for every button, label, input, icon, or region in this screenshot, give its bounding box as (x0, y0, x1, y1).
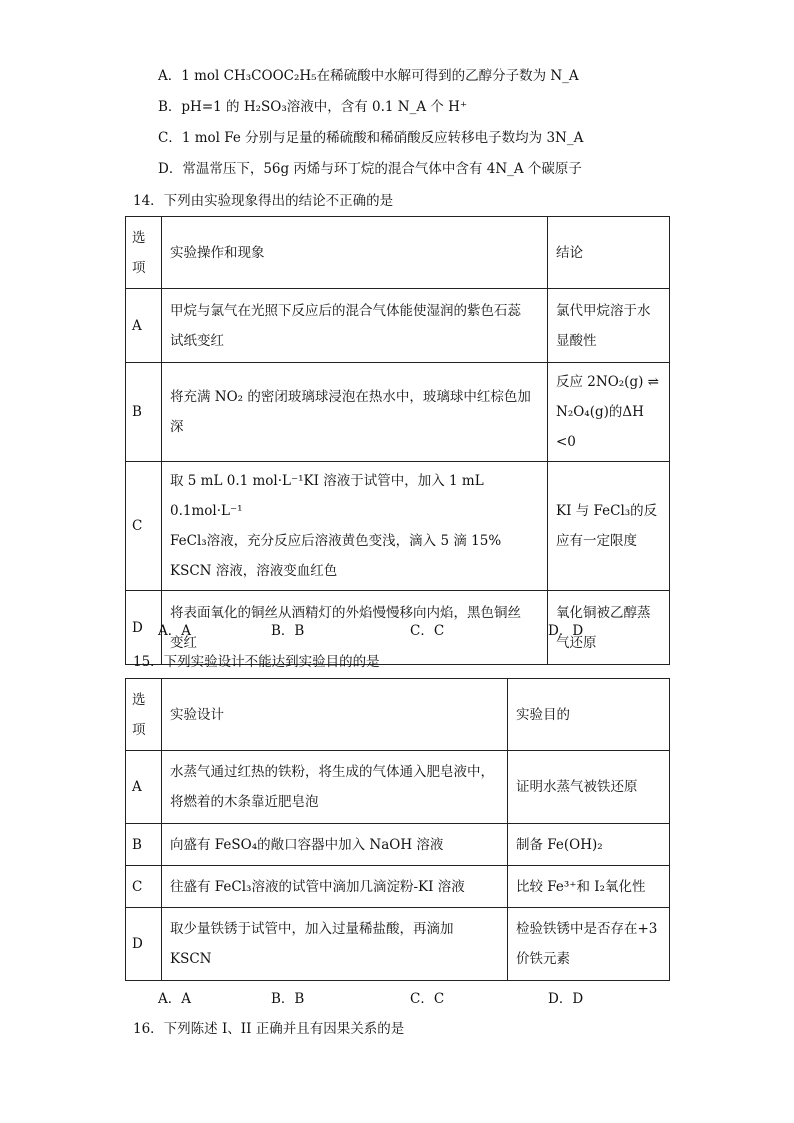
answer-d: D．D (548, 623, 584, 639)
q13-option-a: A．1 mol CH₃COOC₂H₅在稀硫酸中水解可得到的乙醇分子数为 N_A (158, 68, 579, 84)
row-label: D (126, 591, 162, 665)
q14-table (125, 216, 670, 665)
row-conclusion: KI 与 FeCl₃的反 应有一定限度 (548, 462, 670, 591)
row-label: C (126, 866, 162, 908)
q15-title: 15．下列实验设计不能达到实验目的的是 (133, 654, 380, 670)
row-label: C (126, 462, 162, 591)
row-label: B (126, 363, 162, 462)
q16-title: 16．下列陈述 I、II 正确并且有因果关系的是 (133, 1021, 405, 1037)
row-design: 水蒸气通过红热的铁粉，将生成的气体通入肥皂液中， 将燃着的木条靠近肥皂泡 (162, 751, 508, 824)
table-header-row (126, 217, 670, 289)
row-operation: 甲烷与氯气在光照下反应后的混合气体能使湿润的紫色石蕊 试纸变红 (162, 289, 548, 363)
header-option: 选项 (126, 679, 162, 751)
answer-c: C．C (410, 623, 445, 639)
row-purpose: 制备 Fe(OH)₂ (508, 824, 670, 866)
header-conclusion: 结论 (548, 217, 670, 289)
row-purpose: 证明水蒸气被铁还原 (508, 751, 670, 824)
header-option: 选项 (126, 217, 162, 289)
table-row (126, 363, 670, 462)
q14-title: 14．下列由实验现象得出的结论不正确的是 (133, 193, 394, 209)
row-operation: 取 5 mL 0.1 mol·L⁻¹KI 溶液于试管中，加入 1 mL 0.1mol·L⁻¹ FeCl₃溶液，充分反应后溶液黄色变浅，滴入 5 滴 15% KSCN 溶液，溶液变血红色 (162, 462, 548, 591)
answer-a: A．A (158, 623, 191, 639)
answer-b: B．B (271, 623, 305, 639)
q13-option-d: D．常温常压下，56g 丙烯与环丁烷的混合气体中含有 4N_A 个碳原子 (158, 161, 582, 177)
header-operation: 实验操作和现象 (162, 217, 548, 289)
row-conclusion: 氯代甲烷溶于水 显酸性 (548, 289, 670, 363)
table-row (126, 289, 670, 363)
row-label: A (126, 289, 162, 363)
row-design: 取少量铁锈于试管中，加入过量稀盐酸，再滴加 KSCN (162, 908, 508, 981)
answer-d: D．D (548, 991, 584, 1007)
header-design: 实验设计 (162, 679, 508, 751)
header-purpose: 实验目的 (508, 679, 670, 751)
table-row (126, 462, 670, 591)
row-operation: 将充满 NO₂ 的密闭玻璃球浸泡在热水中，玻璃球中红棕色加 深 (162, 363, 548, 462)
answer-a: A．A (158, 991, 191, 1007)
table-header-row (126, 679, 670, 751)
answer-b: B．B (271, 991, 305, 1007)
row-conclusion: 氧化铜被乙醇蒸 气还原 (548, 591, 670, 665)
row-design: 往盛有 FeCl₃溶液的试管中滴加几滴淀粉-KI 溶液 (162, 866, 508, 908)
table-row (126, 908, 670, 981)
row-conclusion: 反应 2NO₂(g) ⇌ N₂O₄(g)的ΔH <0 (548, 363, 670, 462)
row-purpose: 检验铁锈中是否存在+3 价铁元素 (508, 908, 670, 981)
row-label: D (126, 908, 162, 981)
answer-c: C．C (410, 991, 445, 1007)
row-operation: 将表面氧化的铜丝从酒精灯的外焰慢慢移向内焰，黑色铜丝 变红 (162, 591, 548, 665)
row-purpose: 比较 Fe³⁺和 I₂氧化性 (508, 866, 670, 908)
q13-option-b: B．pH=1 的 H₂SO₃溶液中，含有 0.1 N_A 个 H⁺ (158, 99, 468, 115)
row-label: A (126, 751, 162, 824)
table-row (126, 751, 670, 824)
row-label: B (126, 824, 162, 866)
row-design: 向盛有 FeSO₄的敞口容器中加入 NaOH 溶液 (162, 824, 508, 866)
q15-table (125, 678, 670, 981)
q13-option-c: C．1 mol Fe 分别与足量的稀硫酸和稀硝酸反应转移电子数均为 3N_A (158, 130, 584, 146)
table-row (126, 824, 670, 866)
table-row (126, 866, 670, 908)
